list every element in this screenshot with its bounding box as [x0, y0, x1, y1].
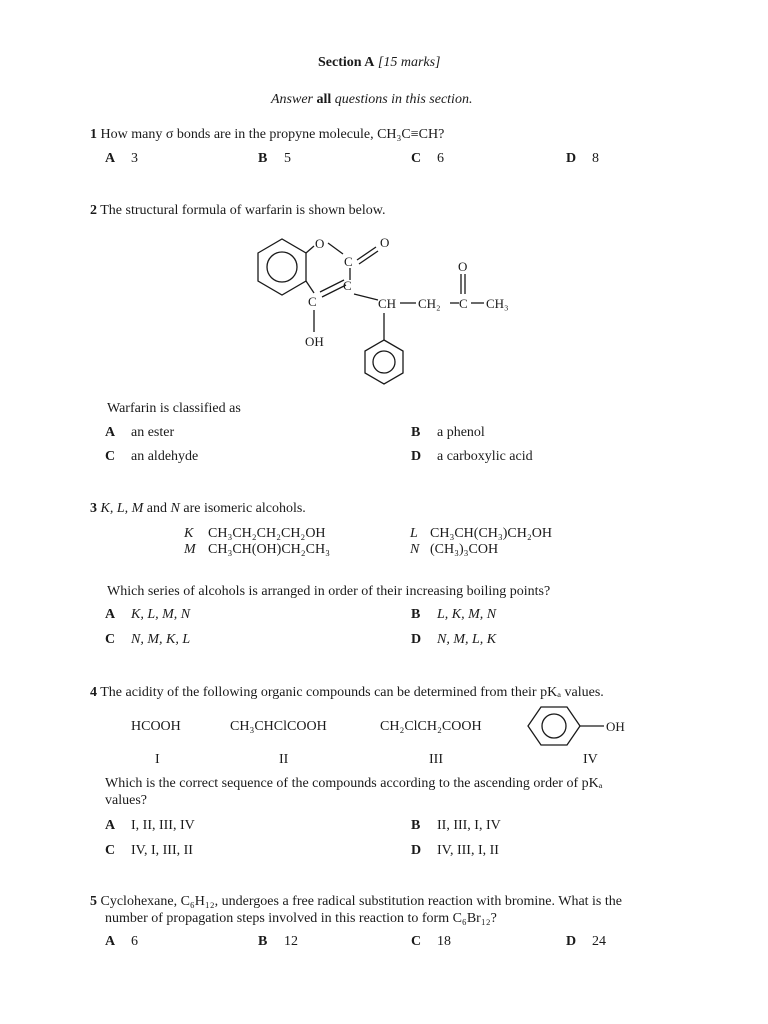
question-text: The structural formula of warfarin is shown below. [100, 203, 386, 218]
option-letter: A [105, 818, 116, 833]
q2-option-c[interactable] [105, 449, 198, 465]
section-title: Section A [318, 55, 375, 70]
q4-stem-line1: Which is the correct sequence of the compounds according to the ascending order of pKₐ [105, 776, 603, 791]
q2-option-d[interactable] [411, 449, 533, 465]
option-text: 18 [437, 934, 451, 949]
option-text: 12 [284, 934, 298, 949]
option-letter: D [411, 632, 422, 647]
instruction-pre: Answer [271, 92, 313, 107]
option-letter: A [105, 607, 116, 622]
question-1 [90, 126, 444, 144]
alcohol-formula: (CH₃)₃COH [430, 542, 499, 557]
question-text: How many σ bonds are in the propyne molecule, CH₃C≡CH? [100, 127, 445, 142]
option-text: a phenol [437, 425, 485, 440]
question-text-line1: Cyclohexane, C₆H₁₂, undergoes a free radical substitution reaction with bromine. What is the [100, 894, 622, 909]
compound-i-formula: HCOOH [131, 719, 181, 734]
phenol-ring [528, 707, 580, 745]
phenyl-ring [365, 340, 403, 384]
option-text: N, M, L, K [437, 632, 497, 647]
option-letter: C [105, 843, 116, 858]
warfarin-structure [230, 228, 530, 388]
alcohol-m [184, 541, 330, 559]
option-letter: C [411, 151, 422, 166]
alcohol-label: N [410, 542, 420, 557]
q2-stem: Warfarin is classified as [107, 401, 241, 416]
q3-stem: Which series of alcohols is arranged in order of their increasing boiling points? [107, 584, 551, 599]
q5-option-b[interactable] [258, 934, 298, 950]
option-letter: C [411, 934, 422, 949]
option-letter: D [566, 934, 577, 949]
intro-n: N [170, 501, 180, 516]
question-3 [90, 500, 306, 518]
question-number: 5 [90, 894, 97, 909]
compound-ii-formula: CH₃CHClCOOH [230, 719, 327, 734]
compound-iii-label: III [429, 752, 443, 767]
option-text: L, K, M, N [437, 607, 497, 622]
alcohol-label: K [184, 526, 194, 541]
q5-option-a[interactable] [105, 934, 138, 950]
alcohol-formula: CH₃CH(OH)CH₂CH₃ [208, 542, 330, 557]
option-letter: D [411, 449, 422, 464]
q4-option-c[interactable] [105, 843, 193, 859]
q1-option-d[interactable] [566, 151, 599, 167]
option-letter: C [105, 632, 116, 647]
option-letter: A [105, 425, 116, 440]
methine-group: CH [378, 296, 397, 311]
compound-ii-label: II [279, 752, 289, 767]
option-letter: C [105, 449, 116, 464]
alkene-carbon-3: C [343, 278, 352, 293]
benzo-ring [258, 239, 306, 295]
option-text: 6 [131, 934, 138, 949]
methyl-group: CH₃ [486, 296, 509, 311]
hydroxyl-group: OH [305, 334, 324, 349]
alcohol-label: M [184, 542, 196, 557]
option-text: 6 [437, 151, 444, 166]
option-text: IV, I, III, II [131, 843, 193, 858]
instruction-post: questions in this section. [334, 92, 473, 107]
q3-option-a[interactable] [105, 607, 190, 623]
option-text: 3 [131, 151, 138, 166]
q3-option-d[interactable] [411, 632, 496, 648]
q1-option-a[interactable] [105, 151, 138, 167]
option-text: II, III, I, IV [437, 818, 501, 833]
q1-option-c[interactable] [411, 151, 444, 167]
q5-option-c[interactable] [411, 934, 451, 950]
option-text: N, M, K, L [131, 632, 191, 647]
option-letter: B [258, 934, 268, 949]
methylene-group: CH₂ [418, 296, 441, 311]
alcohol-label: L [410, 526, 418, 541]
carbonyl-carbon: C [344, 254, 353, 269]
compound-iii-formula: CH₂ClCH₂COOH [380, 719, 482, 734]
question-5 [90, 893, 622, 911]
carbonyl-oxygen: O [380, 235, 390, 250]
question-number: 2 [90, 203, 97, 218]
alcohol-formula: CH₃CH₂CH₂CH₂OH [208, 526, 326, 541]
compound-i-label: I [155, 752, 160, 767]
option-text: a carboxylic acid [437, 449, 533, 464]
intro-and: and [146, 501, 168, 516]
q1-option-b[interactable] [258, 151, 291, 167]
q3-option-b[interactable] [411, 607, 496, 623]
ring-oxygen: O [315, 236, 325, 251]
q2-option-b[interactable] [411, 425, 485, 441]
option-text: 24 [592, 934, 606, 949]
question-text: The acidity of the following organic compounds can be determined from their pKₐ values. [100, 685, 604, 700]
instruction-bold: all [316, 92, 332, 107]
option-text: 8 [592, 151, 599, 166]
q5-option-d[interactable] [566, 934, 606, 950]
alcohol-n [410, 541, 498, 559]
option-text: an aldehyde [131, 449, 199, 464]
option-letter: D [411, 843, 422, 858]
q4-option-a[interactable] [105, 818, 195, 834]
question-number: 3 [90, 501, 97, 516]
option-letter: B [258, 151, 268, 166]
phenol-structure [520, 704, 640, 752]
question-5-line2: number of propagation steps involved in this reaction to form C₆Br₁₂? [105, 911, 497, 926]
phenol-hydroxyl: OH [606, 719, 625, 734]
q4-stem-line2: values? [105, 793, 147, 808]
ketone-oxygen: O [458, 259, 468, 274]
compound-iv-label: IV [583, 752, 598, 767]
question-number: 4 [90, 685, 97, 700]
option-text: K, L, M, N [131, 607, 191, 622]
ketone-carbon: C [459, 296, 468, 311]
section-heading [318, 54, 441, 72]
option-letter: D [566, 151, 577, 166]
option-text: I, II, III, IV [131, 818, 195, 833]
q2-option-a[interactable] [105, 425, 174, 441]
question-number: 1 [90, 127, 97, 142]
instruction [271, 91, 472, 109]
question-4 [90, 684, 604, 702]
q4-option-d[interactable] [411, 843, 499, 859]
option-letter: B [411, 425, 421, 440]
option-text: an ester [131, 425, 175, 440]
option-letter: A [105, 934, 116, 949]
option-text: 5 [284, 151, 291, 166]
q3-option-c[interactable] [105, 632, 190, 648]
question-2 [90, 202, 385, 220]
option-text: IV, III, I, II [437, 843, 499, 858]
intro-letters: K, L, M [100, 501, 144, 516]
q4-option-b[interactable] [411, 818, 501, 834]
alkene-carbon-4: C [308, 294, 317, 309]
alcohol-formula: CH₃CH(CH₃)CH₂OH [430, 526, 552, 541]
option-letter: B [411, 607, 421, 622]
option-letter: B [411, 818, 421, 833]
section-marks: [15 marks] [377, 55, 441, 70]
option-letter: A [105, 151, 116, 166]
question-text: are isomeric alcohols. [183, 501, 306, 516]
